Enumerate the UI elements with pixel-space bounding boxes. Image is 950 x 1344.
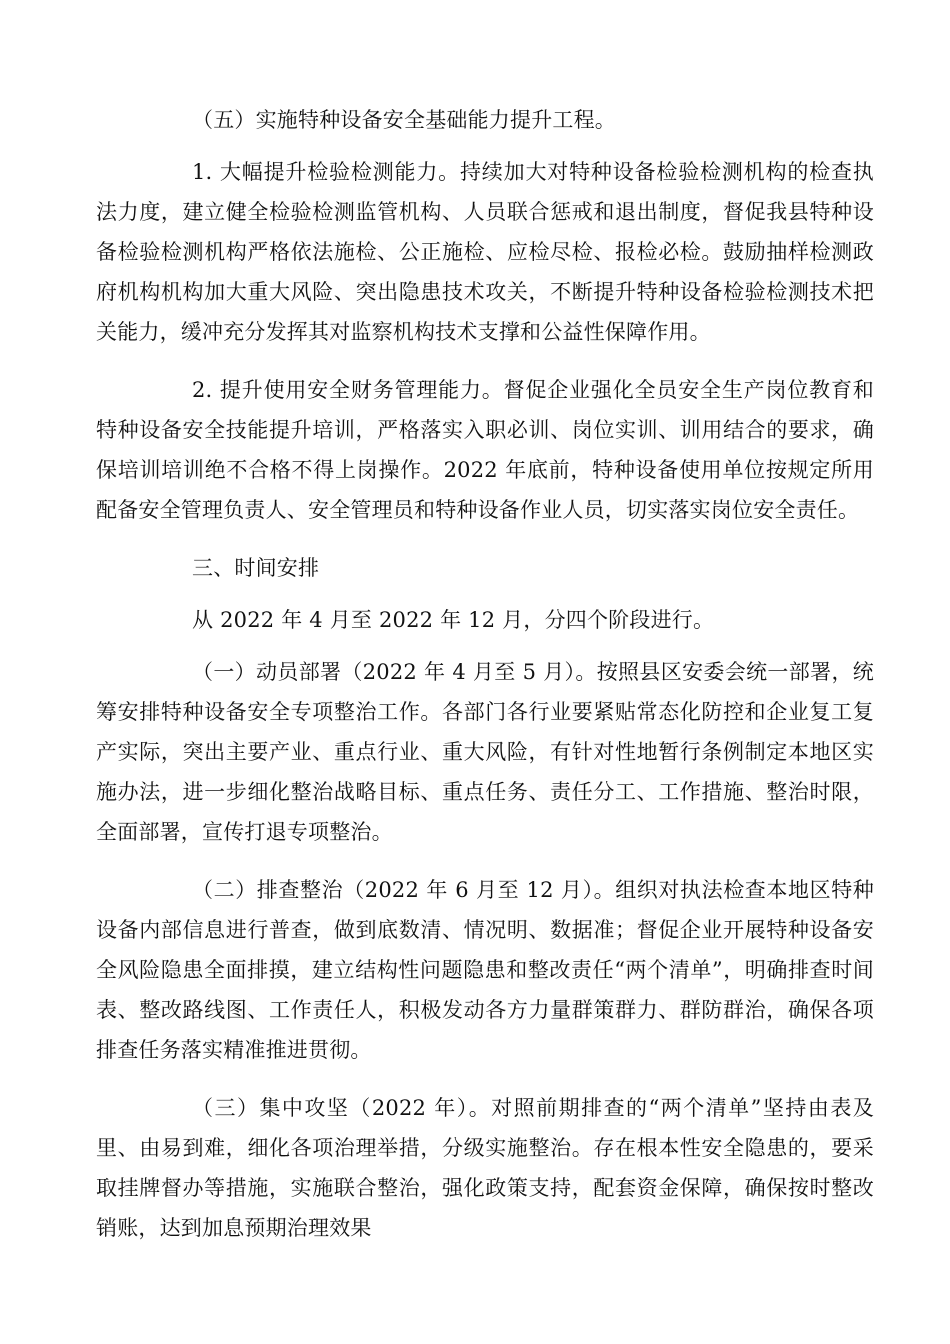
paragraph-stage-2: （二）排查整治（2022 年 6 月至 12 月）。组织对执法检查本地区特种设备内部信息进行普查，做到底数清、情况明、数据准；督促企业开展特种设备安全风险隐患全面排摸，建立结构性问题隐患和整改责任“两个清单”，明确排查时间表、整改路线图、工作责任人，积极发动各方力量群策群力、群防群治，确保各项排查任务落实精准推进贯彻。	[96, 878, 874, 1062]
section-heading-time-schedule: 三、时间安排	[192, 556, 320, 580]
paragraph-item-1: 1. 大幅提升检验检测能力。持续加大对特种设备检验检测机构的检查执法力度，建立健全检验检测监管机构、人员联合惩戒和退出制度，督促我县特种设备检验检测机构严格依法施检、公正施检、应检尽检、报检必检。鼓励抽样检测政府机构机构加大重大风险、突出隐患技术攻关，不断提升特种设备检验检测技术把关能力，缓冲充分发挥其对监察机构技术支撑和公益性保障作用。	[96, 160, 874, 344]
paragraph-stage-1: （一）动员部署（2022 年 4 月至 5 月）。按照县区安委会统一部署，统筹安排特种设备安全专项整治工作。各部门各行业要紧贴常态化防控和企业复工复产实际，突出主要产业、重点行业、重大风险，有针对性地暂行条例制定本地区实施办法，进一步细化整治战略目标、重点任务、责任分工、工作措施、整治时限，全面部署，宣传打退专项整治。	[96, 660, 874, 844]
paragraph-period: 从 2022 年 4 月至 2022 年 12 月，分四个阶段进行。	[192, 608, 715, 632]
paragraph-stage-3: （三）集中攻坚（2022 年）。对照前期排查的“两个清单”坚持由表及里、由易到难，细化各项治理举措，分级实施整治。存在根本性安全隐患的，要采取挂牌督办等措施，实施联合整治，强化政策支持，配套资金保障，确保按时整改销账，达到加息预期治理效果	[96, 1096, 874, 1240]
section-heading-five: （五）实施特种设备安全基础能力提升工程。	[192, 108, 616, 132]
document-body	[96, 100, 874, 1266]
paragraph-item-2: 2. 提升使用安全财务管理能力。督促企业强化全员安全生产岗位教育和特种设备安全技能提升培训，严格落实入职必训、岗位实训、训用结合的要求，确保培训培训绝不合格不得上岗操作。2022 年底前，特种设备使用单位按规定所用配备安全管理负责人、安全管理员和特种设备作业人员，切实落实岗位安全责任。	[96, 378, 874, 522]
